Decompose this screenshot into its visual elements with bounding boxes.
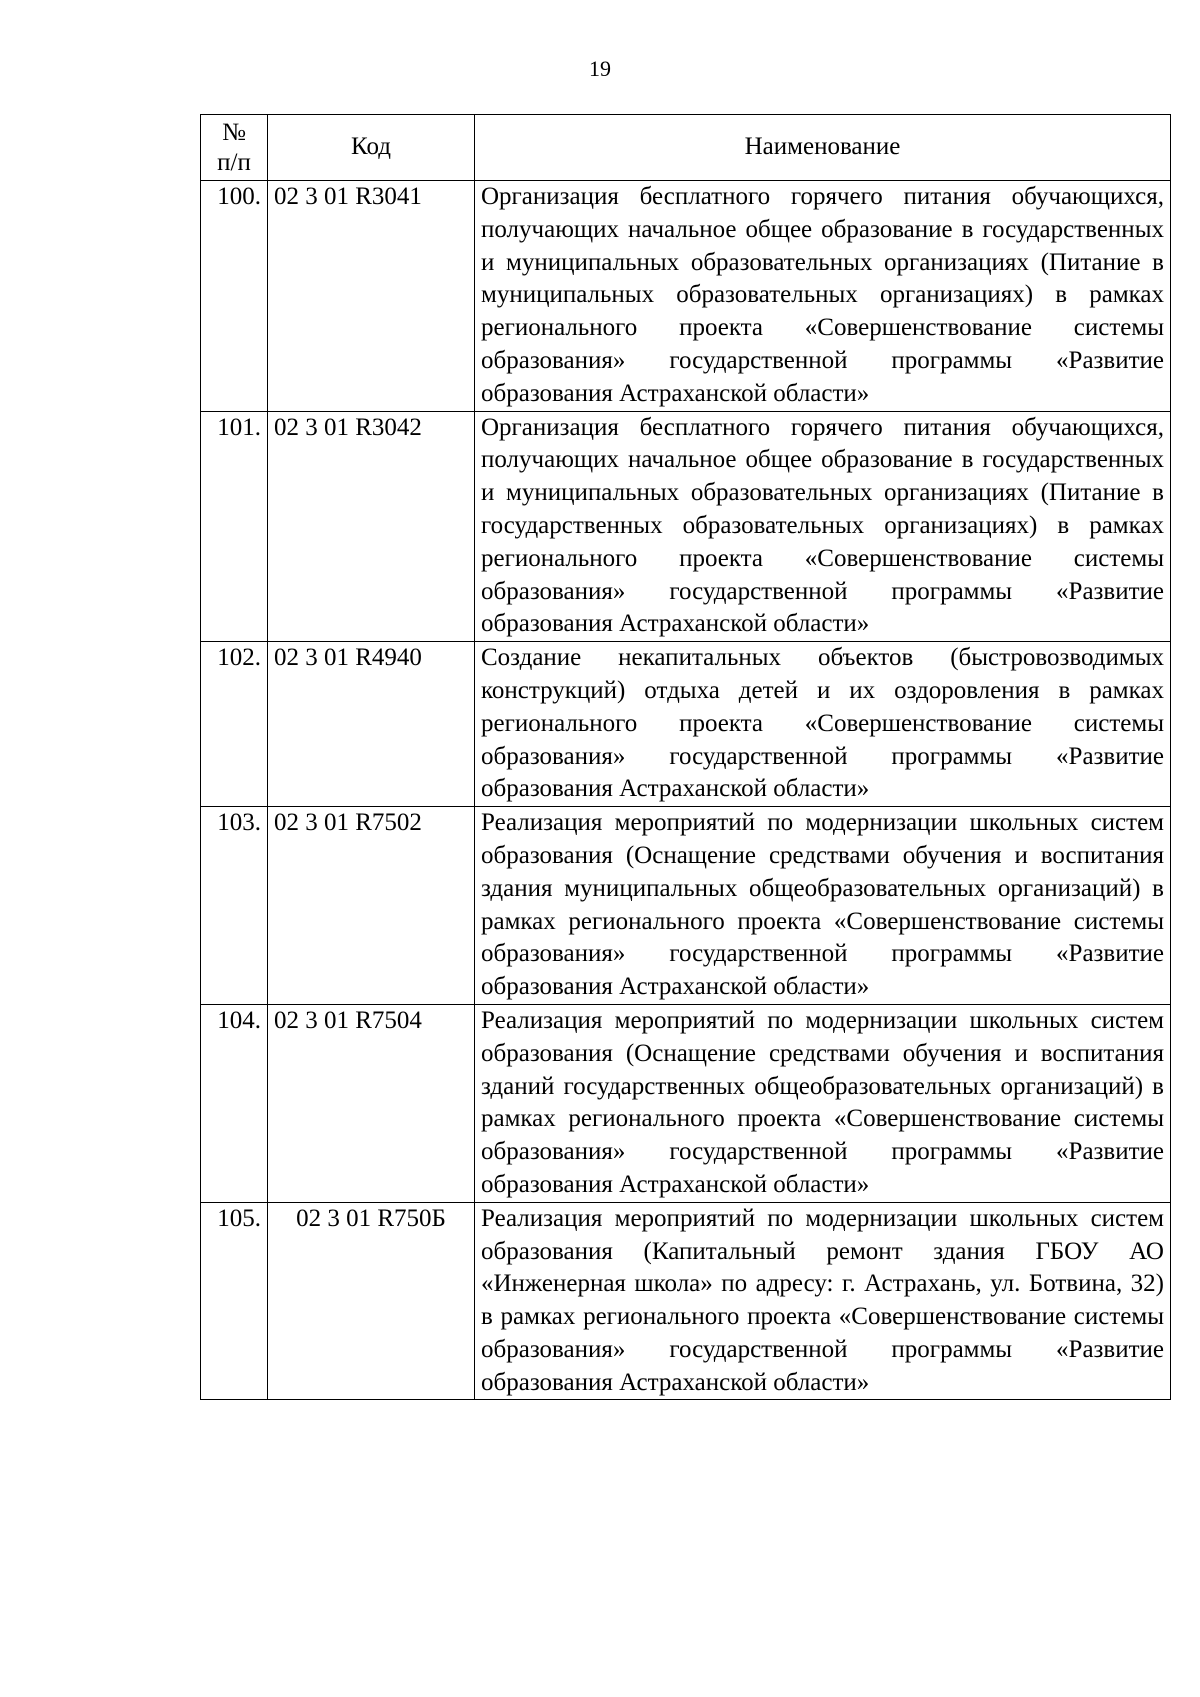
row-name: Создание некапитальных объектов (быстровозводимых конструкций) отдыха детей и их оздоровления в рамках регионального проекта «Совершенствование системы образования» государственной программы «Развитие образования Астраханской области»: [475, 642, 1171, 807]
budget-codes-table: [200, 114, 1171, 1400]
row-number: 104.: [201, 1004, 268, 1202]
row-number: 101.: [201, 411, 268, 642]
header-num: [201, 115, 268, 181]
table-row: [201, 807, 1171, 1005]
row-name: Реализация мероприятий по модернизации школьных систем образования (Оснащение средствами обучения и воспитания здания муниципальных общеобразовательных организаций) в рамках регионального проекта «Совершенствование системы образования» государственной программы «Развитие образования Астраханской области»: [475, 807, 1171, 1005]
header-num-symbol: №: [222, 118, 246, 146]
header-code: Код: [268, 115, 475, 181]
row-code: 02 3 01 R750Б: [268, 1202, 475, 1400]
row-name: Реализация мероприятий по модернизации школьных систем образования (Капитальный ремонт здания ГБОУ АО «Инженерная школа» по адресу: г. Астрахань, ул. Ботвина, 32) в рамках регионального проекта «Совершенствование системы образования» государственной программы «Развитие образования Астраханской области»: [475, 1202, 1171, 1400]
row-code: 02 3 01 R3042: [268, 411, 475, 642]
row-code: 02 3 01 R3041: [268, 181, 475, 412]
table-row: [201, 1004, 1171, 1202]
table-row: [201, 181, 1171, 412]
header-name: Наименование: [475, 115, 1171, 181]
row-name: Реализация мероприятий по модернизации школьных систем образования (Оснащение средствами обучения и воспитания зданий государственных общеобразовательных организаций) в рамках регионального проекта «Совершенствование системы образования» государственной программы «Развитие образования Астраханской области»: [475, 1004, 1171, 1202]
header-num-label: п/п: [217, 148, 251, 176]
row-code: 02 3 01 R7504: [268, 1004, 475, 1202]
row-code: 02 3 01 R4940: [268, 642, 475, 807]
table-row: [201, 411, 1171, 642]
table-row: [201, 1202, 1171, 1400]
row-name: Организация бесплатного горячего питания обучающихся, получающих начальное общее образование в государственных и муниципальных образовательных организациях (Питание в муниципальных образовательных организациях) в рамках регионального проекта «Совершенствование системы образования» государственной программы «Развитие образования Астраханской области»: [475, 181, 1171, 412]
row-number: 103.: [201, 807, 268, 1005]
row-number: 105.: [201, 1202, 268, 1400]
row-code: 02 3 01 R7502: [268, 807, 475, 1005]
row-number: 102.: [201, 642, 268, 807]
row-number: 100.: [201, 181, 268, 412]
row-name: Организация бесплатного горячего питания обучающихся, получающих начальное общее образование в государственных и муниципальных образовательных организациях (Питание в государственных образовательных организациях) в рамках регионального проекта «Совершенствование системы образования» государственной программы «Развитие образования Астраханской области»: [475, 411, 1171, 642]
table-row: [201, 642, 1171, 807]
page-number: 19: [589, 56, 611, 81]
table-header-row: [201, 115, 1171, 181]
